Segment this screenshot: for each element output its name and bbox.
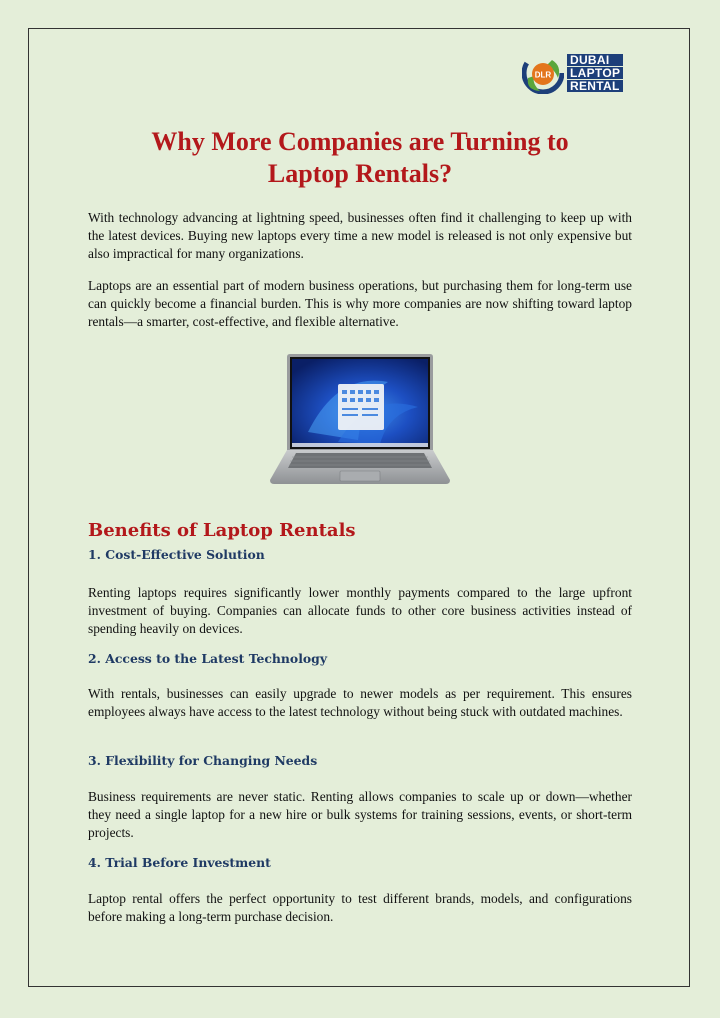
laptop-image <box>268 352 452 488</box>
logo-mark-icon <box>522 52 564 94</box>
logo <box>522 52 623 94</box>
title-line-1: Why More Companies are Turning to <box>151 127 569 156</box>
benefit-text-4: Laptop rental offers the perfect opportunity to test different brands, models, and configurations before making a long-term purchase decision. <box>88 891 632 924</box>
benefits-title: Benefits of Laptop Rentals <box>88 520 356 541</box>
page-title <box>88 126 632 190</box>
logo-mark-text: DLR <box>534 70 552 80</box>
benefit-heading-3: 3. Flexibility for Changing Needs <box>88 753 318 768</box>
benefit-heading-2: 2. Access to the Latest Technology <box>88 651 328 666</box>
intro-paragraph-1: With technology advancing at lightning speed, businesses often find it challenging to keep up with the latest devices. Buying new laptops every time a new model is released is not only expensive but also impractical for many organizations. <box>88 210 632 261</box>
title-line-2: Laptop Rentals? <box>267 159 453 188</box>
intro-paragraph-2: Laptops are an essential part of modern business operations, but purchasing them for long-term use can quickly become a financial burden. This is why more companies are now shifting toward laptop rentals—a smarter, cost-effective, and flexible alternative. <box>88 278 632 329</box>
logo-line-1: DUBAI <box>567 54 623 66</box>
benefit-text-3: Business requirements are never static. Renting allows companies to scale up or down—whether they need a single laptop for a new hire or bulk systems for training sessions, events, or short-term projects. <box>88 789 632 840</box>
benefit-text-1: Renting laptops requires significantly lower monthly payments compared to the large upfront investment of buying. Companies can allocate funds to other core business activities instead of spending heavily on devices. <box>88 585 632 636</box>
benefit-heading-1: 1. Cost-Effective Solution <box>88 547 265 562</box>
logo-line-3: RENTAL <box>567 80 623 92</box>
logo-line-2: LAPTOP <box>567 67 623 79</box>
benefit-text-2: With rentals, businesses can easily upgrade to newer models as per requirement. This ensures employees always have access to the latest technology without being stuck with outdated machines. <box>88 686 632 719</box>
benefit-heading-4: 4. Trial Before Investment <box>88 855 271 870</box>
